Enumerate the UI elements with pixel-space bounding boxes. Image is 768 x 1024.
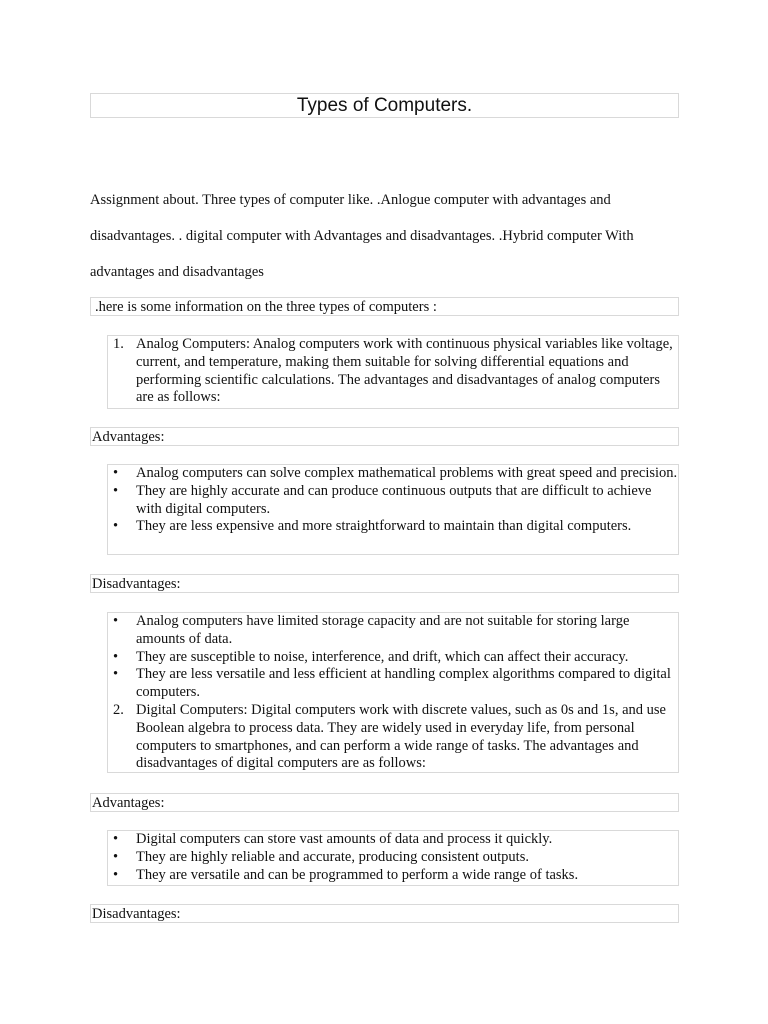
bullet-icon: •: [113, 831, 119, 847]
bullet-list: [108, 613, 678, 702]
list-item-text: They are highly reliable and accurate, producing consistent outputs.: [136, 848, 529, 865]
bullet-list: [108, 831, 678, 884]
list-item-analog: [108, 336, 678, 407]
document-title: Types of Computers.: [90, 93, 679, 118]
bullet-icon: •: [113, 465, 119, 481]
list-item: [108, 867, 678, 885]
list-item: [108, 613, 678, 649]
list-item: [108, 831, 678, 849]
list-item-text: Analog Computers: Analog computers work with continuous physical variables like voltage, current, and temperature, making them suitable for solving differential equations and performing scientific calculations. The advantages and disadvantages of analog computers are as follows:: [136, 336, 673, 406]
list-number: 1.: [113, 336, 124, 352]
intro-line: advantages and disadvantages: [90, 264, 264, 280]
analog-disadvantages-heading: Disadvantages:: [90, 574, 679, 593]
list-item: [108, 483, 678, 519]
list-item-text: Analog computers have limited storage capacity and are not suitable for storing large amounts of data.: [136, 613, 630, 647]
list-item-digital: [108, 702, 678, 773]
bullet-icon: •: [113, 518, 119, 535]
list-item-text: They are less versatile and less efficient at handling complex algorithms compared to digital computers.: [136, 666, 671, 701]
list-item-text: They are highly accurate and can produce continuous outputs that are difficult to achieve with digital computers.: [136, 482, 652, 517]
bullet-icon: •: [113, 666, 119, 683]
list-item-text: Analog computers can solve complex mathematical problems with great speed and precision.: [136, 465, 678, 481]
list-number: 2.: [113, 701, 124, 718]
analog-item-box: [107, 335, 679, 409]
bullet-icon: •: [113, 648, 119, 665]
numbered-list: [108, 336, 678, 407]
intro-line: disadvantages. . digital computer with Advantages and disadvantages. .Hybrid computer With: [90, 228, 634, 244]
digital-advantages-heading: Advantages:: [90, 793, 679, 812]
list-item: [108, 666, 678, 702]
bullet-icon: •: [113, 613, 119, 629]
list-item-text: They are versatile and can be programmed to perform a wide range of tasks.: [136, 866, 579, 883]
bullet-icon: •: [113, 482, 119, 499]
list-item: [108, 518, 678, 536]
list-item: [108, 465, 678, 483]
bullet-list: [108, 465, 678, 536]
list-item: [108, 849, 678, 867]
list-item-text: Digital computers can store vast amounts of data and process it quickly.: [136, 831, 553, 847]
lead-line: .here is some information on the three types of computers :: [90, 297, 679, 316]
list-item-text: Digital Computers: Digital computers work with discrete values, such as 0s and 1s, and use Boolean algebra to process data. They are widely used in everyday life, from personal computers to smartphones, and can perform a wide range of tasks. The advantages and disadvantages of digital computers are as follows:: [136, 701, 666, 772]
bullet-icon: •: [113, 866, 119, 883]
intro-paragraph: [90, 182, 680, 290]
analog-advantages-box: [107, 464, 679, 555]
list-item: [108, 649, 678, 667]
analog-advantages-heading: Advantages:: [90, 427, 679, 446]
digital-disadvantages-heading: Disadvantages:: [90, 904, 679, 923]
bullet-icon: •: [113, 848, 119, 865]
digital-advantages-box: [107, 830, 679, 886]
list-item-text: They are less expensive and more straightforward to maintain than digital computers.: [136, 518, 632, 535]
numbered-list: [108, 702, 678, 773]
analog-disadvantages-box: [107, 612, 679, 773]
intro-line: Assignment about. Three types of computer like. .Anlogue computer with advantages and: [90, 192, 611, 208]
list-item-text: They are susceptible to noise, interference, and drift, which can affect their accuracy.: [136, 648, 629, 665]
